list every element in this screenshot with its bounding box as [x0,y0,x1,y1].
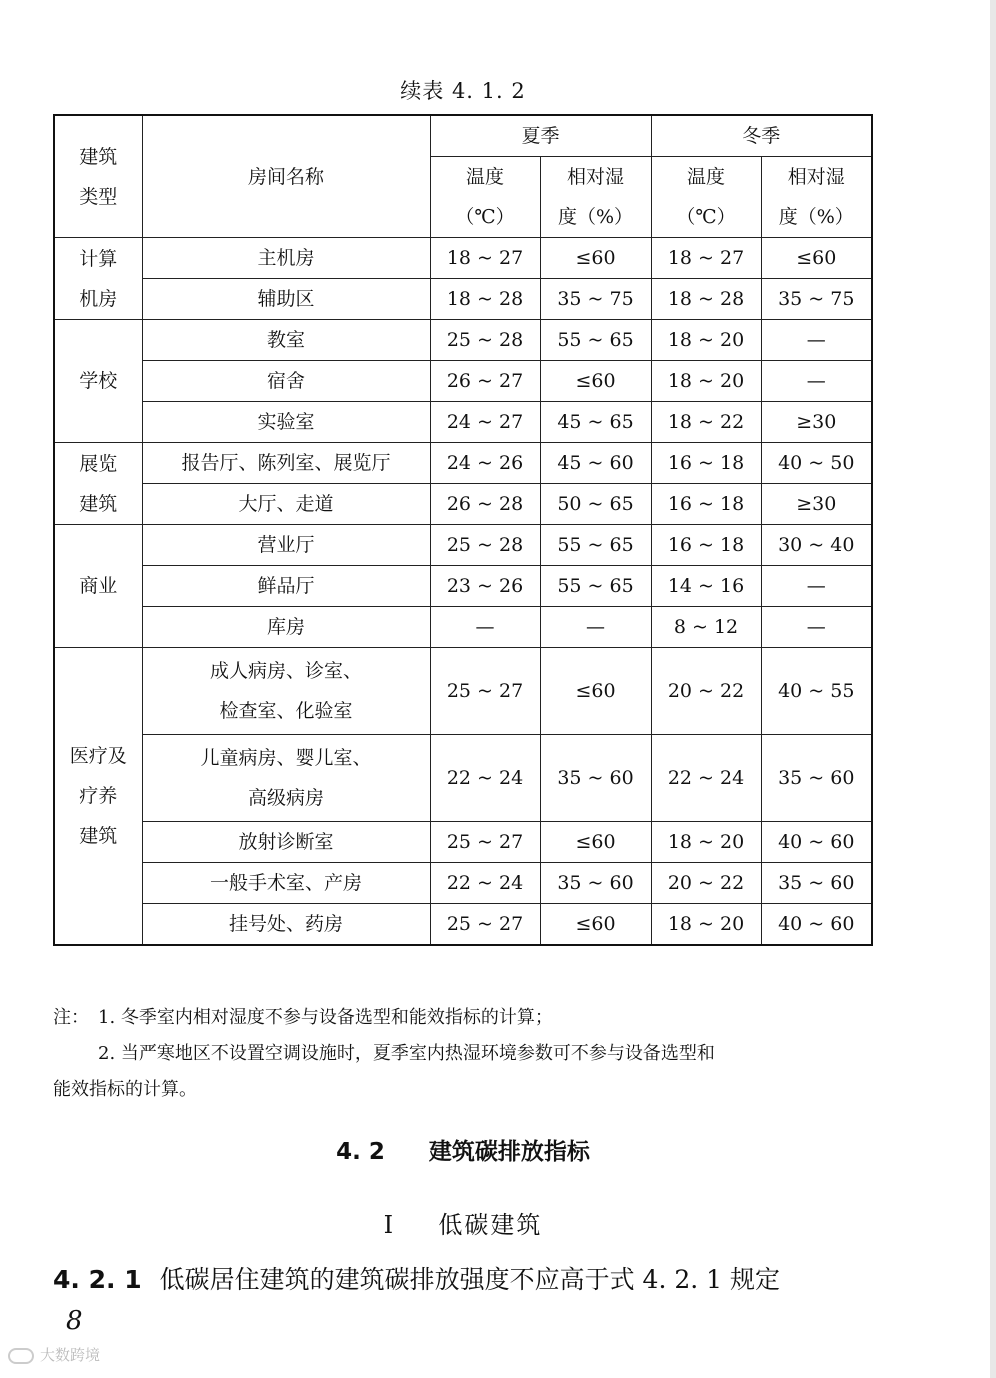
summer-rh-cell: — [540,607,651,648]
summer-temp-cell: 25 ~ 27 [430,822,540,863]
building-type-cell: 展览 建筑 [54,443,142,525]
summer-temp-cell: 25 ~ 27 [430,904,540,946]
winter-rh-cell: ≥30 [761,484,872,525]
summer-rh-cell: ≤60 [540,648,651,735]
room-name-cell: 放射诊断室 [142,822,430,863]
clause-4-2-1 [53,1260,883,1296]
clause-text: 低碳居住建筑的建筑碳排放强度不应高于式 4. 2. 1 规定 [159,1265,780,1294]
summer-temp-cell: 22 ~ 24 [430,863,540,904]
summer-rh-cell: ≤60 [540,822,651,863]
winter-temp-cell: 18 ~ 20 [651,822,761,863]
summer-temp-cell: 25 ~ 28 [430,320,540,361]
section-heading [0,1133,926,1166]
summer-temp-cell: — [430,607,540,648]
table-caption: 续表 4. 1. 2 [400,79,526,103]
watermark-text: 大数跨境 [40,1346,101,1364]
section-title: 建筑碳排放指标 [428,1139,590,1165]
note-2: 2. 当严寒地区不设置空调设施时，夏季室内热湿环境参数可不参与设备选型和 [98,1043,715,1064]
subsection-heading [0,1205,926,1240]
summer-rh-cell: 55 ~ 65 [540,566,651,607]
room-name-cell: 主机房 [142,238,430,279]
winter-temp-cell: 20 ~ 22 [651,863,761,904]
winter-rh-cell: — [761,361,872,402]
summer-temp-cell: 23 ~ 26 [430,566,540,607]
summer-temp-cell: 18 ~ 28 [430,279,540,320]
room-name-cell: 大厅、走道 [142,484,430,525]
table-row [54,443,872,484]
indoor-parameter-table [53,114,873,946]
summer-temp-cell: 26 ~ 28 [430,484,540,525]
building-type-cell: 商业 [54,525,142,648]
summer-temp-cell: 24 ~ 26 [430,443,540,484]
winter-temp-cell: 16 ~ 18 [651,443,761,484]
summer-rh-cell: 35 ~ 60 [540,735,651,822]
header-winter-rh: 相对湿 度（%） [761,157,872,238]
winter-rh-cell: 35 ~ 60 [761,863,872,904]
winter-rh-cell: 40 ~ 55 [761,648,872,735]
table-row [54,566,872,607]
building-type-cell: 医疗及 疗养 建筑 [54,648,142,946]
room-name-cell: 儿童病房、婴儿室、 高级病房 [142,735,430,822]
summer-rh-cell: 50 ~ 65 [540,484,651,525]
winter-rh-cell: 30 ~ 40 [761,525,872,566]
room-name-cell: 报告厅、陈列室、展览厅 [142,443,430,484]
header-winter-temp: 温度 （℃） [651,157,761,238]
table-row [54,238,872,279]
table-row [54,484,872,525]
winter-rh-cell: 40 ~ 60 [761,822,872,863]
subsection-roman: I [383,1211,396,1239]
table-row [54,735,872,822]
winter-temp-cell: 8 ~ 12 [651,607,761,648]
table-row [54,320,872,361]
header-winter: 冬季 [651,115,872,157]
summer-temp-cell: 24 ~ 27 [430,402,540,443]
winter-rh-cell: ≤60 [761,238,872,279]
summer-rh-cell: 45 ~ 65 [540,402,651,443]
building-type-cell: 计算 机房 [54,238,142,320]
summer-temp-cell: 18 ~ 27 [430,238,540,279]
table-row [54,279,872,320]
winter-temp-cell: 18 ~ 20 [651,361,761,402]
summer-rh-cell: ≤60 [540,904,651,946]
room-name-cell: 成人病房、诊室、 检查室、化验室 [142,648,430,735]
table-row [54,402,872,443]
notes-prefix: 注： [53,1007,89,1028]
page-edge [990,0,996,1378]
room-name-cell: 辅助区 [142,279,430,320]
winter-temp-cell: 14 ~ 16 [651,566,761,607]
room-name-cell: 教室 [142,320,430,361]
winter-temp-cell: 18 ~ 28 [651,279,761,320]
clause-number: 4. 2. 1 [53,1265,142,1294]
room-name-cell: 库房 [142,607,430,648]
header-room-name: 房间名称 [142,115,430,238]
winter-rh-cell: — [761,607,872,648]
summer-temp-cell: 25 ~ 28 [430,525,540,566]
summer-rh-cell: ≤60 [540,361,651,402]
summer-rh-cell: ≤60 [540,238,651,279]
summer-rh-cell: 35 ~ 75 [540,279,651,320]
table-row [54,904,872,946]
winter-temp-cell: 18 ~ 20 [651,320,761,361]
summer-rh-cell: 55 ~ 65 [540,320,651,361]
summer-rh-cell: 45 ~ 60 [540,443,651,484]
room-name-cell: 鲜品厅 [142,566,430,607]
header-summer: 夏季 [430,115,651,157]
note-1: 1. 冬季室内相对湿度不参与设备选型和能效指标的计算； [98,1007,553,1028]
building-type-cell: 学校 [54,320,142,443]
room-name-cell: 宿舍 [142,361,430,402]
winter-temp-cell: 20 ~ 22 [651,648,761,735]
winter-rh-cell: 35 ~ 75 [761,279,872,320]
note-2-continued: 能效指标的计算。 [53,1079,197,1100]
table-body [54,238,872,946]
summer-temp-cell: 22 ~ 24 [430,735,540,822]
winter-temp-cell: 18 ~ 27 [651,238,761,279]
winter-temp-cell: 18 ~ 22 [651,402,761,443]
table-row [54,607,872,648]
watermark [8,1344,100,1365]
table-row [54,525,872,566]
winter-rh-cell: 35 ~ 60 [761,735,872,822]
table-row [54,822,872,863]
room-name-cell: 一般手术室、产房 [142,863,430,904]
page-number: 8 [66,1306,83,1336]
summer-rh-cell: 55 ~ 65 [540,525,651,566]
summer-rh-cell: 35 ~ 60 [540,863,651,904]
table-notes [53,1000,883,1108]
summer-temp-cell: 25 ~ 27 [430,648,540,735]
room-name-cell: 实验室 [142,402,430,443]
winter-temp-cell: 16 ~ 18 [651,525,761,566]
section-number: 4. 2 [336,1139,385,1165]
winter-rh-cell: 40 ~ 50 [761,443,872,484]
header-building-type: 建筑 类型 [54,115,142,238]
winter-rh-cell: 40 ~ 60 [761,904,872,946]
subsection-title: 低碳建筑 [438,1211,543,1239]
header-summer-temp: 温度 （℃） [430,157,540,238]
winter-rh-cell: — [761,566,872,607]
header-summer-rh: 相对湿 度（%） [540,157,651,238]
room-name-cell: 营业厅 [142,525,430,566]
table-row [54,863,872,904]
table-row [54,648,872,735]
winter-temp-cell: 22 ~ 24 [651,735,761,822]
winter-rh-cell: ≥30 [761,402,872,443]
winter-temp-cell: 16 ~ 18 [651,484,761,525]
winter-temp-cell: 18 ~ 20 [651,904,761,946]
table-row [54,361,872,402]
summer-temp-cell: 26 ~ 27 [430,361,540,402]
winter-rh-cell: — [761,320,872,361]
room-name-cell: 挂号处、药房 [142,904,430,946]
watermark-logo-icon [8,1348,34,1364]
